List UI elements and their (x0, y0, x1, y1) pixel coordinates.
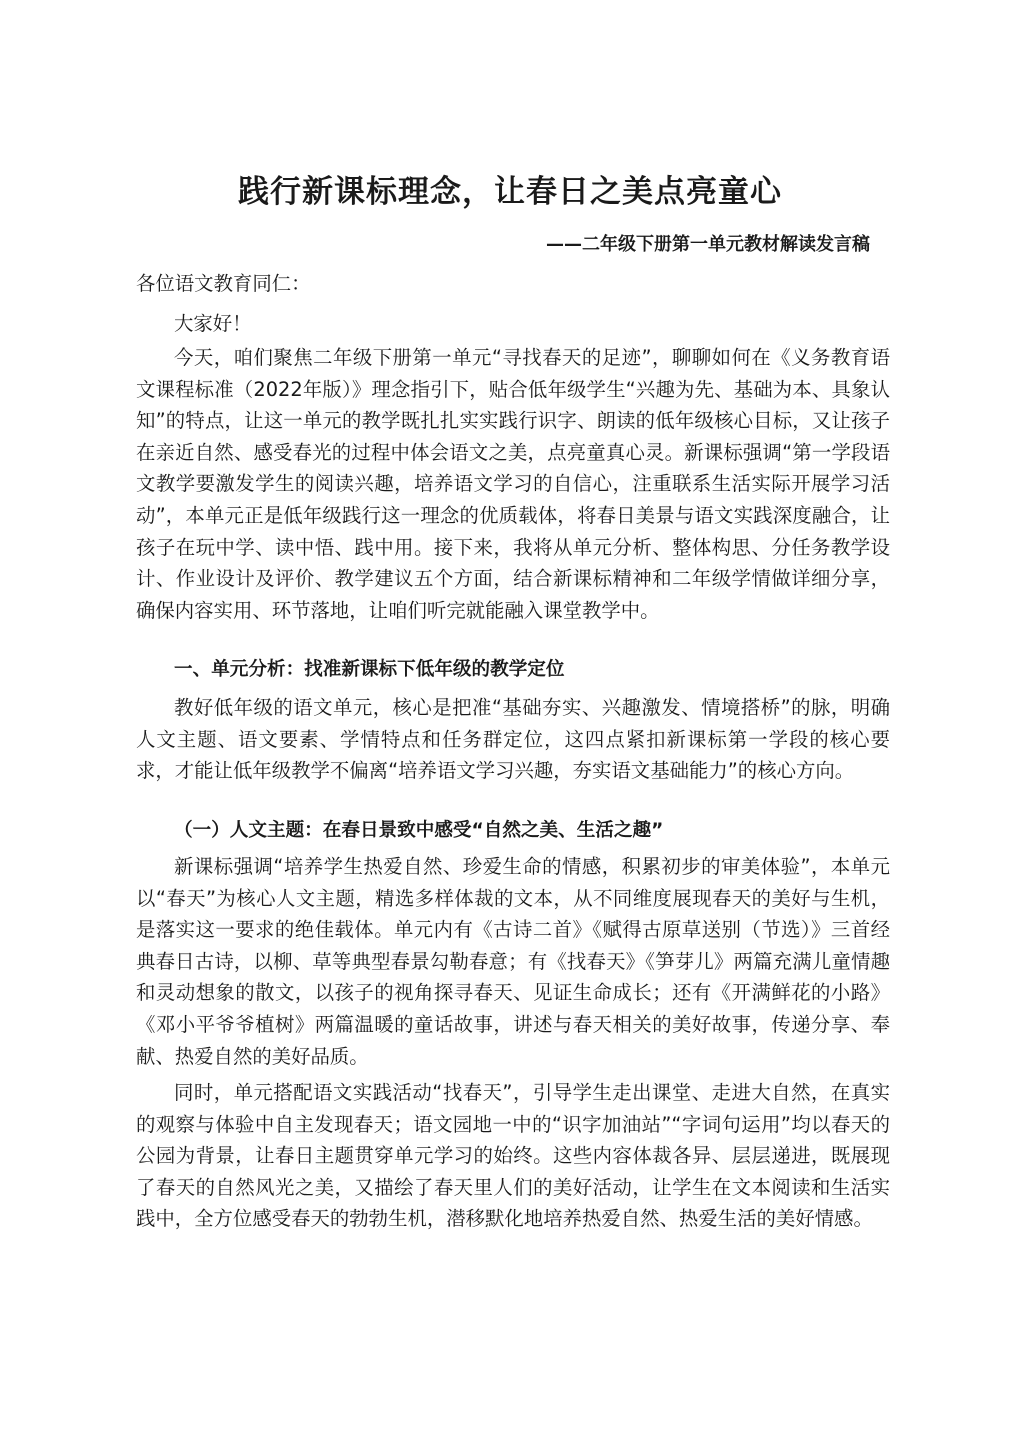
salutation: 各位语文教育同仁： (136, 272, 311, 295)
section-1-paragraph: 教好低年级的语文单元，核心是把准“基础夯实、兴趣激发、情境搭桥”的脉，明确人文主题、语文要素、学情特点和任务群定位，这四点紧扣新课标第一学段的核心要求，才能让低年级教学不偏离“培养语文学习兴趣，夯实语文基础能力”的核心方向。 (136, 696, 890, 783)
intro-paragraph: 今天，咱们聚焦二年级下册第一单元“寻找春天的足迹”，聊聊如何在《义务教育语文课程标准（2022年版）》理念指引下，贴合低年级学生“兴趣为先、基础为本、具象认知”的特点，让这一单元的教学既扎扎实实践行识字、朗读的低年级核心目标，又让孩子在亲近自然、感受春光的过程中体会语文之美，点亮童真心灵。新课标强调“第一学段语文教学要激发学生的阅读兴趣，培养语文学习的自信心，注重联系生活实际开展学习活动”，本单元正是低年级践行这一理念的优质载体，将春日美景与语文实践深度融合，让孩子在玩中学、读中悟、践中用。接下来，我将从单元分析、整体构思、分任务教学设计、作业设计及评价、教学建议五个方面，结合新课标精神和二年级学情做详细分享，确保内容实用、环节落地，让咱们听完就能融入课堂教学中。 (136, 346, 890, 622)
subsection-1-heading: （一）人文主题：在春日景致中感受“自然之美、生活之趣” (174, 820, 664, 841)
subsection-1-paragraph-2: 同时，单元搭配语文实践活动“找春天”，引导学生走出课堂、走进大自然，在真实的观察与体验中自主发现春天；语文园地一中的“识字加油站”“字词句运用”均以春天的公园为背景，让春日主题贯穿单元学习的始终。这些内容体裁各异、层层递进，既展现了春天的自然风光之美，又描绘了春天里人们的美好活动，让学生在文本阅读和生活实践中，全方位感受春天的勃勃生机，潜移默化地培养热爱自然、热爱生活的美好情感。 (136, 1081, 890, 1231)
subsection-1-paragraph-1: 新课标强调“培养学生热爱自然、珍爱生命的情感，积累初步的审美体验”，本单元以“春天”为核心人文主题，精选多样体裁的文本，从不同维度展现春天的美好与生机，是落实这一要求的绝佳载体。单元内有《古诗二首》《赋得古原草送别（节选）》三首经典春日古诗，以柳、草等典型春景勾勒春意；有《找春天》《笋芽儿》两篇充满儿童情趣和灵动想象的散文，以孩子的视角探寻春天、见证生命成长；还有《开满鲜花的小路》《邓小平爷爷植树》两篇温暖的童话故事，讲述与春天相关的美好故事，传递分享、奉献、热爱自然的美好品质。 (136, 855, 890, 1068)
page-subtitle: ——二年级下册第一单元教材解读发言稿 (546, 234, 870, 255)
page-title: 践行新课标理念，让春日之美点亮童心 (238, 174, 782, 210)
section-1-heading: 一、单元分析：找准新课标下低年级的教学定位 (174, 659, 565, 680)
greeting: 大家好！ (174, 312, 252, 335)
